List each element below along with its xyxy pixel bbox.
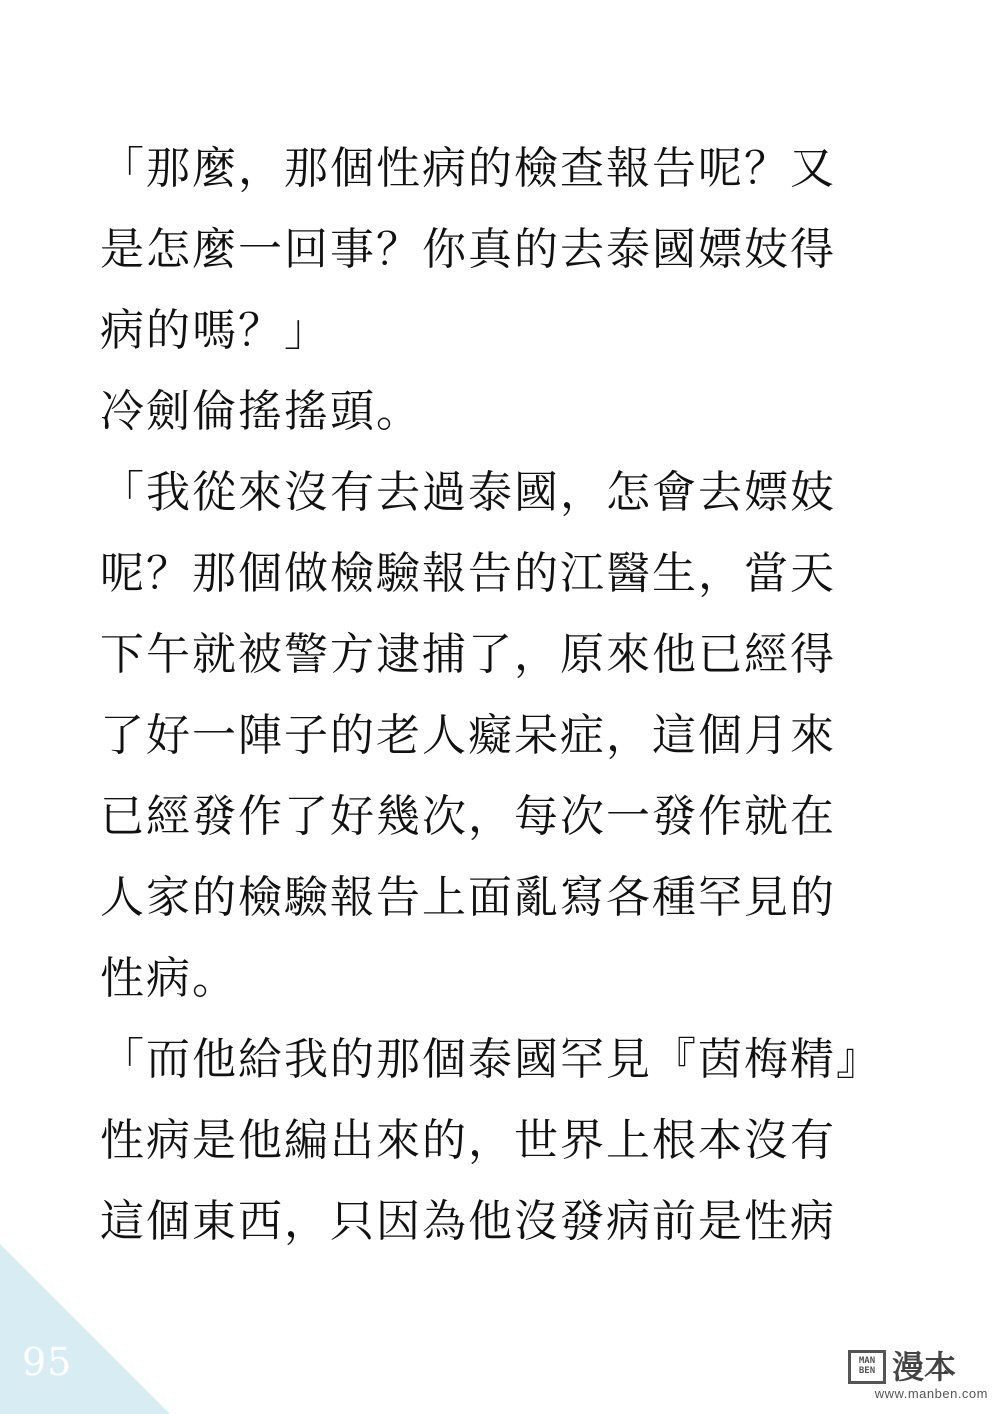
text-line-10: 人家的檢驗報告上面亂寫各種罕見的 xyxy=(100,872,836,923)
body-text xyxy=(100,128,900,1262)
text-line-5: 「我從來沒有去過泰國，怎會去嫖妓 xyxy=(100,467,836,518)
watermark-logo-icon: MAN BEN xyxy=(848,1350,886,1384)
corner-triangle-decoration xyxy=(0,1244,170,1414)
text-line-2: 是怎麼一回事？你真的去泰國嫖妓得 xyxy=(100,224,836,275)
watermark-url: www.manben.com xyxy=(874,1386,988,1401)
text-line-1: 「那麼，那個性病的檢查報告呢？又 xyxy=(100,143,836,194)
text-line-11: 性病。 xyxy=(100,953,238,1004)
text-line-12: 「而他給我的那個泰國罕見『茵梅精』 xyxy=(100,1034,882,1085)
watermark xyxy=(848,1348,988,1404)
text-line-9: 已經發作了好幾次，每次一發作就在 xyxy=(100,791,836,842)
text-line-7: 下午就被警方逮捕了，原來他已經得 xyxy=(100,629,836,680)
watermark-top xyxy=(848,1348,988,1386)
text-line-6: 呢？那個做檢驗報告的江醫生，當天 xyxy=(100,548,836,599)
page-number: 95 xyxy=(22,1340,73,1384)
text-line-3: 病的嗎？」 xyxy=(100,305,330,356)
text-line-14: 這個東西，只因為他沒發病前是性病 xyxy=(100,1196,836,1247)
text-line-4: 冷劍倫搖搖頭。 xyxy=(100,386,422,437)
text-line-8: 了好一陣子的老人癡呆症，這個月來 xyxy=(100,710,836,761)
watermark-brand: 漫本 xyxy=(892,1348,957,1386)
text-line-13: 性病是他編出來的，世界上根本沒有 xyxy=(100,1115,836,1166)
